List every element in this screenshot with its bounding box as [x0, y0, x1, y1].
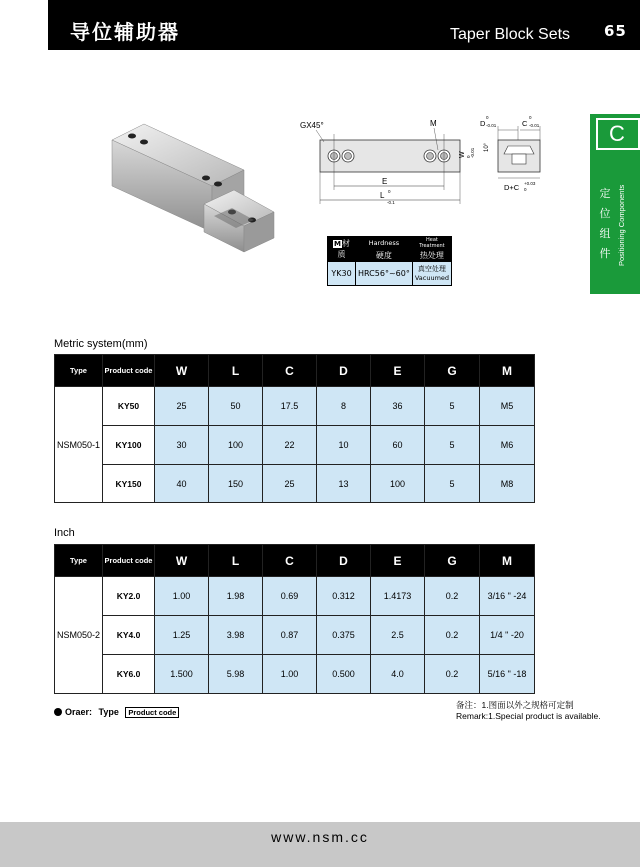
w-cell: 30 [155, 426, 209, 465]
section-en-label: Positioning Components [617, 184, 626, 266]
metric-table [54, 354, 535, 503]
col-code: Product code [103, 545, 155, 577]
metric-header-row [55, 355, 535, 387]
dim-gx: GX45° [300, 121, 324, 130]
c-cell: 0.87 [263, 616, 317, 655]
hardness-cn: 硬度 [356, 250, 413, 262]
dim-w-lower: -0.01 [470, 147, 475, 158]
section-cn-char: 件 [599, 247, 611, 260]
dim-w: W [459, 151, 466, 158]
l-cell: 1.98 [209, 577, 263, 616]
m-cell: 5/16 " -18 [480, 655, 535, 694]
technical-drawing [298, 112, 553, 212]
m-cell: 3/16 " -24 [480, 577, 535, 616]
section-cn-char: 组 [599, 227, 611, 240]
g-cell: 0.2 [425, 616, 480, 655]
m-cell: M8 [480, 465, 535, 503]
m-cell: M6 [480, 426, 535, 465]
g-cell: 5 [425, 465, 480, 503]
col-w: W [155, 355, 209, 387]
col-g: G [425, 545, 480, 577]
table-row [55, 655, 535, 694]
col-code: Product code [103, 355, 155, 387]
header-cn-title: 导位辅助器 [70, 20, 180, 44]
l-cell: 100 [209, 426, 263, 465]
l-cell: 50 [209, 387, 263, 426]
d-cell: 0.500 [317, 655, 371, 694]
e-cell: 1.4173 [371, 577, 425, 616]
d-cell: 0.312 [317, 577, 371, 616]
heat-cn: 热处理 [412, 250, 451, 262]
e-cell: 60 [371, 426, 425, 465]
remark-en: Remark:1.Special product is available. [456, 711, 601, 721]
l-cell: 5.98 [209, 655, 263, 694]
w-cell: 25 [155, 387, 209, 426]
order-label: Oraer: [65, 707, 93, 717]
heat-value-cn: 真空处理 [417, 264, 446, 273]
table-row [55, 387, 535, 426]
type-cell: NSM050-1 [55, 387, 103, 503]
heat-value-en: Vacuumed [414, 273, 450, 282]
code-cell: KY2.0 [103, 577, 155, 616]
order-product-code-box: Product code [125, 707, 179, 718]
page-number: 65 [604, 22, 627, 40]
inch-table [54, 544, 535, 694]
order-type: Type [98, 707, 119, 717]
code-cell: KY50 [103, 387, 155, 426]
material-table [327, 236, 452, 286]
dim-w-upper: 0 [466, 155, 471, 158]
inch-title: Inch [54, 527, 75, 539]
g-cell: 0.2 [425, 577, 480, 616]
l-cell: 150 [209, 465, 263, 503]
dim-d: D [480, 119, 486, 128]
material-badge: M [334, 240, 341, 248]
dim-m: M [430, 119, 437, 128]
heat-en: Heat Treatment [412, 237, 451, 250]
c-cell: 1.00 [263, 655, 317, 694]
section-letter: C [609, 121, 625, 146]
dim-c-lower: -0.01 [529, 123, 540, 128]
product-photo [104, 120, 279, 255]
dim-angle: 10° [484, 142, 490, 152]
material-value: YK30 [328, 262, 356, 286]
w-cell: 40 [155, 465, 209, 503]
c-cell: 25 [263, 465, 317, 503]
metric-title: Metric system(mm) [54, 338, 148, 350]
m-cell: 1/4 " -20 [480, 616, 535, 655]
col-type: Type [55, 355, 103, 387]
dim-d-upper: 0 [486, 115, 489, 120]
dim-e: E [382, 177, 388, 186]
inch-header-row [55, 545, 535, 577]
remark-cn: 备注：1.图面以外之规格可定制 [456, 700, 574, 710]
dim-c: C [522, 119, 528, 128]
table-row [55, 577, 535, 616]
type-cell: NSM050-2 [55, 577, 103, 694]
col-c: C [263, 545, 317, 577]
col-l: L [209, 545, 263, 577]
code-cell: KY6.0 [103, 655, 155, 694]
table-row [55, 426, 535, 465]
col-m: M [480, 355, 535, 387]
bullet-icon [54, 708, 62, 716]
col-d: D [317, 545, 371, 577]
material-label: 材质 [337, 239, 350, 259]
e-cell: 36 [371, 387, 425, 426]
table-row [55, 616, 535, 655]
col-w: W [155, 545, 209, 577]
col-e: E [371, 545, 425, 577]
col-l: L [209, 355, 263, 387]
c-cell: 0.69 [263, 577, 317, 616]
dim-dc-upper: +0.03 [524, 181, 536, 186]
g-cell: 5 [425, 387, 480, 426]
d-cell: 8 [317, 387, 371, 426]
w-cell: 1.25 [155, 616, 209, 655]
dim-c-upper: 0 [529, 115, 532, 120]
col-d: D [317, 355, 371, 387]
w-cell: 1.500 [155, 655, 209, 694]
d-cell: 10 [317, 426, 371, 465]
dim-l-upper: 0 [388, 189, 391, 194]
code-cell: KY100 [103, 426, 155, 465]
section-cn-char: 定 [599, 187, 611, 200]
section-cn-char: 位 [599, 207, 611, 220]
e-cell: 2.5 [371, 616, 425, 655]
heat-value [412, 262, 451, 286]
section-cn-label [598, 184, 612, 264]
page-header [48, 0, 640, 50]
material-label-cell [328, 237, 356, 262]
dim-l: L [380, 191, 385, 200]
dim-d-lower: -0.01 [486, 123, 497, 128]
col-g: G [425, 355, 480, 387]
e-cell: 100 [371, 465, 425, 503]
col-type: Type [55, 545, 103, 577]
dim-dc: D+C [504, 183, 520, 192]
remark [456, 700, 601, 722]
code-cell: KY150 [103, 465, 155, 503]
hardness-value: HRC56°~60° [356, 262, 413, 286]
col-c: C [263, 355, 317, 387]
hardness-en: Hardness [356, 237, 413, 250]
dim-l-lower: -0.1 [387, 200, 395, 205]
l-cell: 3.98 [209, 616, 263, 655]
footer-url: www.nsm.cc [271, 829, 369, 845]
section-tab [590, 114, 640, 294]
page-footer [0, 822, 640, 867]
g-cell: 5 [425, 426, 480, 465]
dim-dc-lower: 0 [524, 187, 527, 192]
col-e: E [371, 355, 425, 387]
d-cell: 0.375 [317, 616, 371, 655]
c-cell: 22 [263, 426, 317, 465]
g-cell: 0.2 [425, 655, 480, 694]
m-cell: M5 [480, 387, 535, 426]
order-line [54, 707, 179, 718]
section-letter-box [596, 118, 640, 150]
code-cell: KY4.0 [103, 616, 155, 655]
d-cell: 13 [317, 465, 371, 503]
header-en-title: Taper Block Sets [450, 26, 571, 43]
table-row [55, 465, 535, 503]
w-cell: 1.00 [155, 577, 209, 616]
c-cell: 17.5 [263, 387, 317, 426]
col-m: M [480, 545, 535, 577]
e-cell: 4.0 [371, 655, 425, 694]
